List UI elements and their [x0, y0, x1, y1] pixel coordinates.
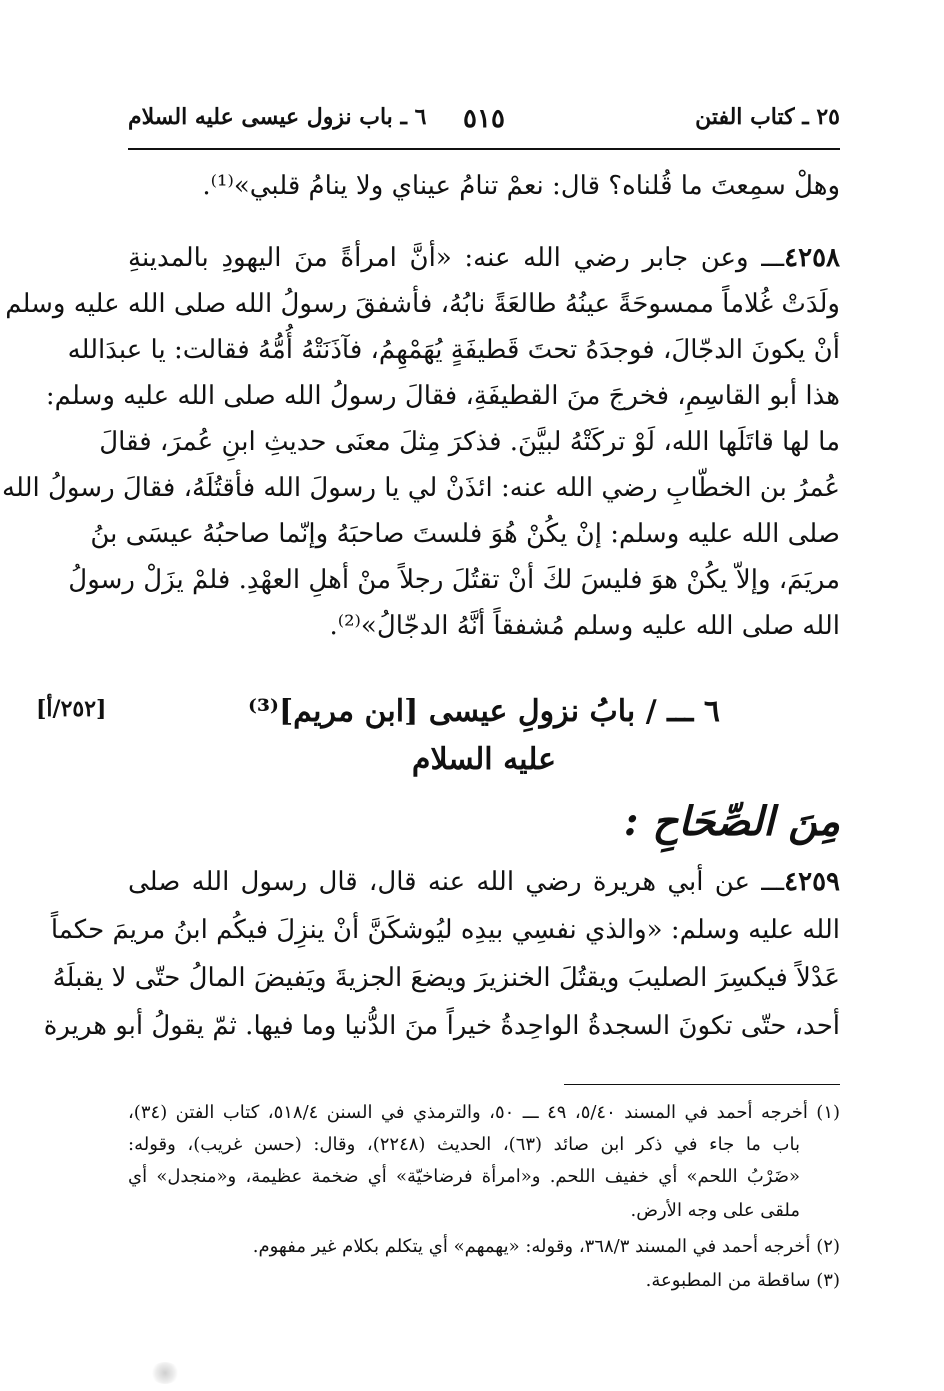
- hadith-4258-line: الله صلى الله عليه وسلم مُشفقاً أنَّهُ الدجّالُ»⁽²⁾.: [329, 611, 840, 641]
- chapter-heading: ٦ ـــ / بابُ نزولِ عيسى [ابن مريم]⁽³⁾: [247, 694, 721, 729]
- hadith-4259-line: أحد، حتّى تكونَ السجدةُ الواحِدةُ خيراً منَ الدُّنيا وما فيها. ثمّ يقولُ أبو هريرة: [43, 1011, 840, 1041]
- footnote-1-cont: باب ما جاء في ذكر ابن صائد (٦٣)، الحديث (٢٢٤٨)، وقال: (حسن غريب)، وقوله:: [128, 1134, 800, 1155]
- hadith-4258-line: صلى الله عليه وسلم: إنْ يكُنْ هُوَ فلستَ صاحبَهُ وإنّما صاحبُهُ عيسَى بنُ: [90, 519, 840, 549]
- hadith-4259-line: الله عليه وسلم: «والذي نفسِي بيدِه ليُوشكَنَّ أنْ ينزِلَ فيكُم ابنُ مريمَ حكماً: [50, 915, 840, 945]
- footnote-3: (٣) ساقطة من المطبوعة.: [645, 1270, 840, 1291]
- hadith-4258-line: عُمرُ بن الخطّابِ رضي الله عنه: ائذَنْ لي يا رسولَ الله فأقتُلَهُ، فقالَ رسولُ الله: [2, 473, 840, 503]
- hadith-4258-line: هذا أبو القاسِمِ، فخرجَ منَ القطيفَةِ، فقالَ رسولُ الله صلى الله عليه وسلم:: [45, 381, 840, 411]
- book-title: ٢٥ ـ كتاب الفتن: [695, 104, 840, 130]
- hadith-4258-line: ٤٢٥٨ـــ وعن جابر رضي الله عنه: «أنَّ امرأةً منَ اليهودِ بالمدينةِ: [128, 243, 840, 273]
- hadith-4258-line: ولَدَتْ غُلاماً ممسوحَةً عينُهُ طالعَةً نابُهُ، فأشفقَ رسولُ الله صلى الله عليه وسلم: [5, 289, 840, 319]
- section-label: مِنَ الصِّحَاحِ :: [623, 798, 840, 845]
- footnote-1: (١) أخرجه أحمد في المسند ٥/٤٠، ٤٩ ـــ ٥٠، والترمذي في السنن ٥١٨/٤، كتاب الفتن (٣٤)،: [128, 1102, 841, 1123]
- hadith-number: ٤٢٥٩: [784, 867, 840, 897]
- chapter-running-title: ٦ ـ باب نزول عيسى عليه السلام: [128, 104, 427, 130]
- header-rule: [128, 148, 840, 150]
- hadith-4258-line: مريَمَ، وإلاّ يكُنْ هوَ فليسَ لكَ أنْ تقتُلَ رجلاً منْ أهلِ العهْدِ. فلمْ يزَلْ رسولُ: [68, 565, 840, 595]
- hadith-4259-line: ٤٢٥٩ـــ عن أبي هريرة رضي الله عنه قال، قال رسول الله صلى: [128, 867, 840, 897]
- hadith-4259-line: عَدْلاً فيكسِرَ الصليبَ ويقتُلَ الخنزيرَ ويضعَ الجزيةَ ويَفيضَ المالُ حتّى لا يقبلَهُ: [52, 963, 840, 993]
- footnote-1-cont: «ضَرْبُ اللحم» أي خفيف اللحم. و«امرأة فرضاخيّة» أي ضخمة عظيمة، و«منجدل» أي: [128, 1166, 800, 1187]
- hadith-4258-line: أنْ يكونَ الدجّالَ، فوجدَهُ تحتَ قَطيفَةٍ يُهَمْهِمُ، فآذَنَتْهُ أُمُّهُ فقالت: يا عبدَالله: [67, 335, 840, 365]
- page-number: ٥١٥: [463, 104, 505, 134]
- chapter-heading-line2: عليه السلام: [411, 742, 557, 777]
- footnote-rule: [564, 1084, 840, 1085]
- manuscript-folio-ref: [٢٥٢/أ]: [36, 696, 107, 722]
- body-line: وهلْ سمِعتَ ما قُلناه؟ قال: نعمْ تنامُ عيناي ولا ينامُ قلبي»⁽¹⁾.: [202, 171, 840, 201]
- footnote-2: (٢) أخرجه أحمد في المسند ٣٦٨/٣، وقوله: «يهمهم» أي يتكلم بكلام غير مفهوم.: [252, 1236, 840, 1257]
- hadith-number: ٤٢٥٨: [784, 243, 840, 273]
- running-head: [128, 104, 840, 140]
- footnote-1-cont: ملقى على وجه الأرض.: [630, 1200, 800, 1221]
- scan-smudge: [150, 1362, 180, 1384]
- hadith-4258-line: ما لها قاتَلَها الله، لَوْ تركَتْهُ لبيَّنَ. فذكرَ مِثلَ معنَى حديثِ ابنِ عُمرَ، فقالَ: [99, 427, 840, 457]
